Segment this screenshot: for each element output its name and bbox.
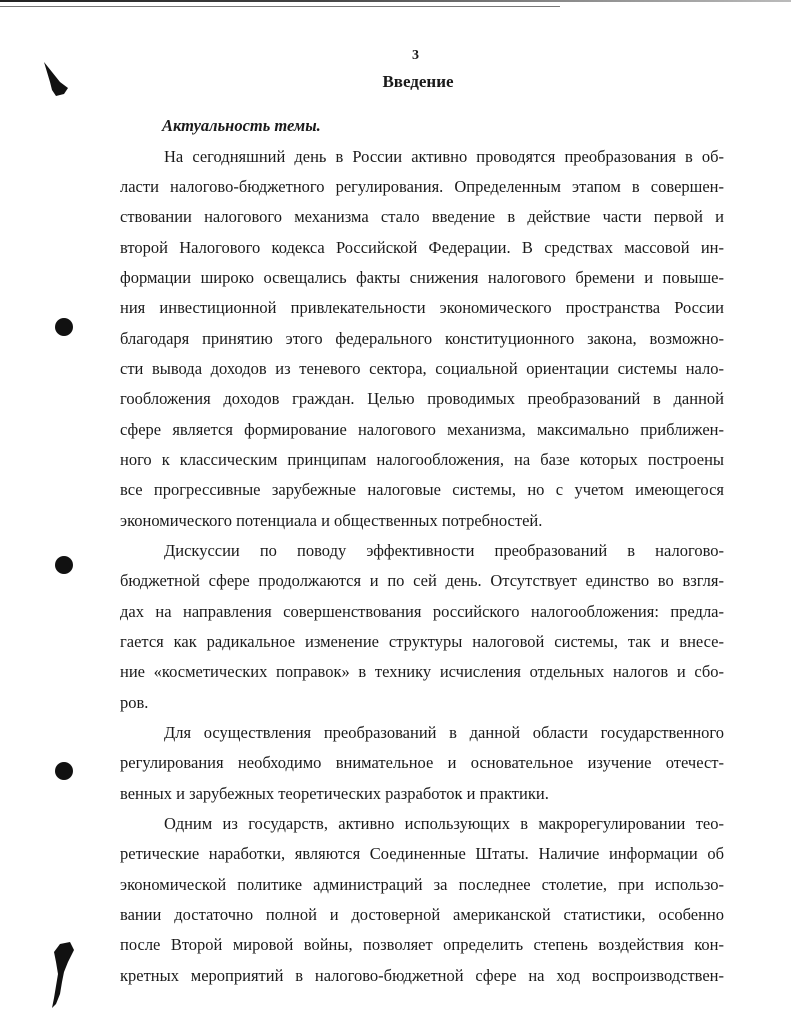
section-heading: Актуальность темы. xyxy=(162,116,321,135)
text-line: сти вывода доходов из теневого сектора, социальной ориентации системы нало- xyxy=(120,359,724,378)
text-line: регулирования необходимо внимательное и основательное изучение отечест- xyxy=(120,753,724,772)
scan-top-edge-line xyxy=(0,6,560,7)
text-line: экономической политике администраций за последнее столетие, при использо- xyxy=(120,875,724,894)
text-line: венных и зарубежных теоретических разработок и практики. xyxy=(120,784,549,803)
text-line: благодаря принятию этого федерального конституционного закона, возможно- xyxy=(120,329,724,348)
text-line: Одним из государств, активно использующих в макрорегулировании тео- xyxy=(164,814,724,833)
text-line: ние «косметических поправок» в технику исчисления отдельных налогов и сбо- xyxy=(120,662,724,681)
text-line: ретические наработки, являются Соединенные Штаты. Наличие информации об xyxy=(120,844,724,863)
text-line: Дискуссии по поводу эффективности преобразований в налогово- xyxy=(164,541,724,560)
text-line: ствовании налогового механизма стало введение в действие части первой и xyxy=(120,207,724,226)
text-line: Для осуществления преобразований в данной области государственного xyxy=(164,723,724,742)
text-line: экономического потенциала и общественных потребностей. xyxy=(120,511,543,530)
punch-hole-1 xyxy=(55,318,73,336)
scan-top-edge xyxy=(0,0,791,2)
punch-hole-2 xyxy=(55,556,73,574)
text-line: гается как радикальное изменение структуры налоговой системы, так и внесе- xyxy=(120,632,724,651)
punch-hole-3 xyxy=(55,762,73,780)
text-line: гообложения доходов граждан. Целью проводимых преобразований в данной xyxy=(120,389,724,408)
ink-mark-bottom xyxy=(42,938,82,1010)
text-line: все прогрессивные зарубежные налоговые системы, но с учетом имеющегося xyxy=(120,480,724,499)
text-line: сфере является формирование налогового механизма, максимально приближен- xyxy=(120,420,724,439)
text-line: бюджетной сфере продолжаются и по сей день. Отсутствует единство во взгля- xyxy=(120,571,724,590)
text-line: кретных мероприятий в налогово-бюджетной сфере на ход воспроизводствен- xyxy=(120,966,724,985)
text-line: вании достаточно полной и достоверной американской статистики, особенно xyxy=(120,905,724,924)
text-line: ров. xyxy=(120,693,149,712)
text-line: На сегодняшний день в России активно проводятся преобразования в об- xyxy=(164,147,724,166)
text-line: ния инвестиционной привлекательности экономического пространства России xyxy=(120,298,724,317)
text-line: ласти налогово-бюджетного регулирования. Определенным этапом в совершен- xyxy=(120,177,724,196)
page-title: Введение xyxy=(382,72,454,91)
text-line: после Второй мировой войны, позволяет определить степень воздействия кон- xyxy=(120,935,724,954)
text-line: второй Налогового кодекса Российской Федерации. В средствах массовой ин- xyxy=(120,238,724,257)
text-line: дах на направления совершенствования российского налогообложения: предла- xyxy=(120,602,724,621)
page-number: 3 xyxy=(412,48,419,63)
text-line: ного к классическим принципам налогообложения, на базе которых построены xyxy=(120,450,724,469)
text-line: формации широко освещались факты снижения налогового бремени и повыше- xyxy=(120,268,724,287)
